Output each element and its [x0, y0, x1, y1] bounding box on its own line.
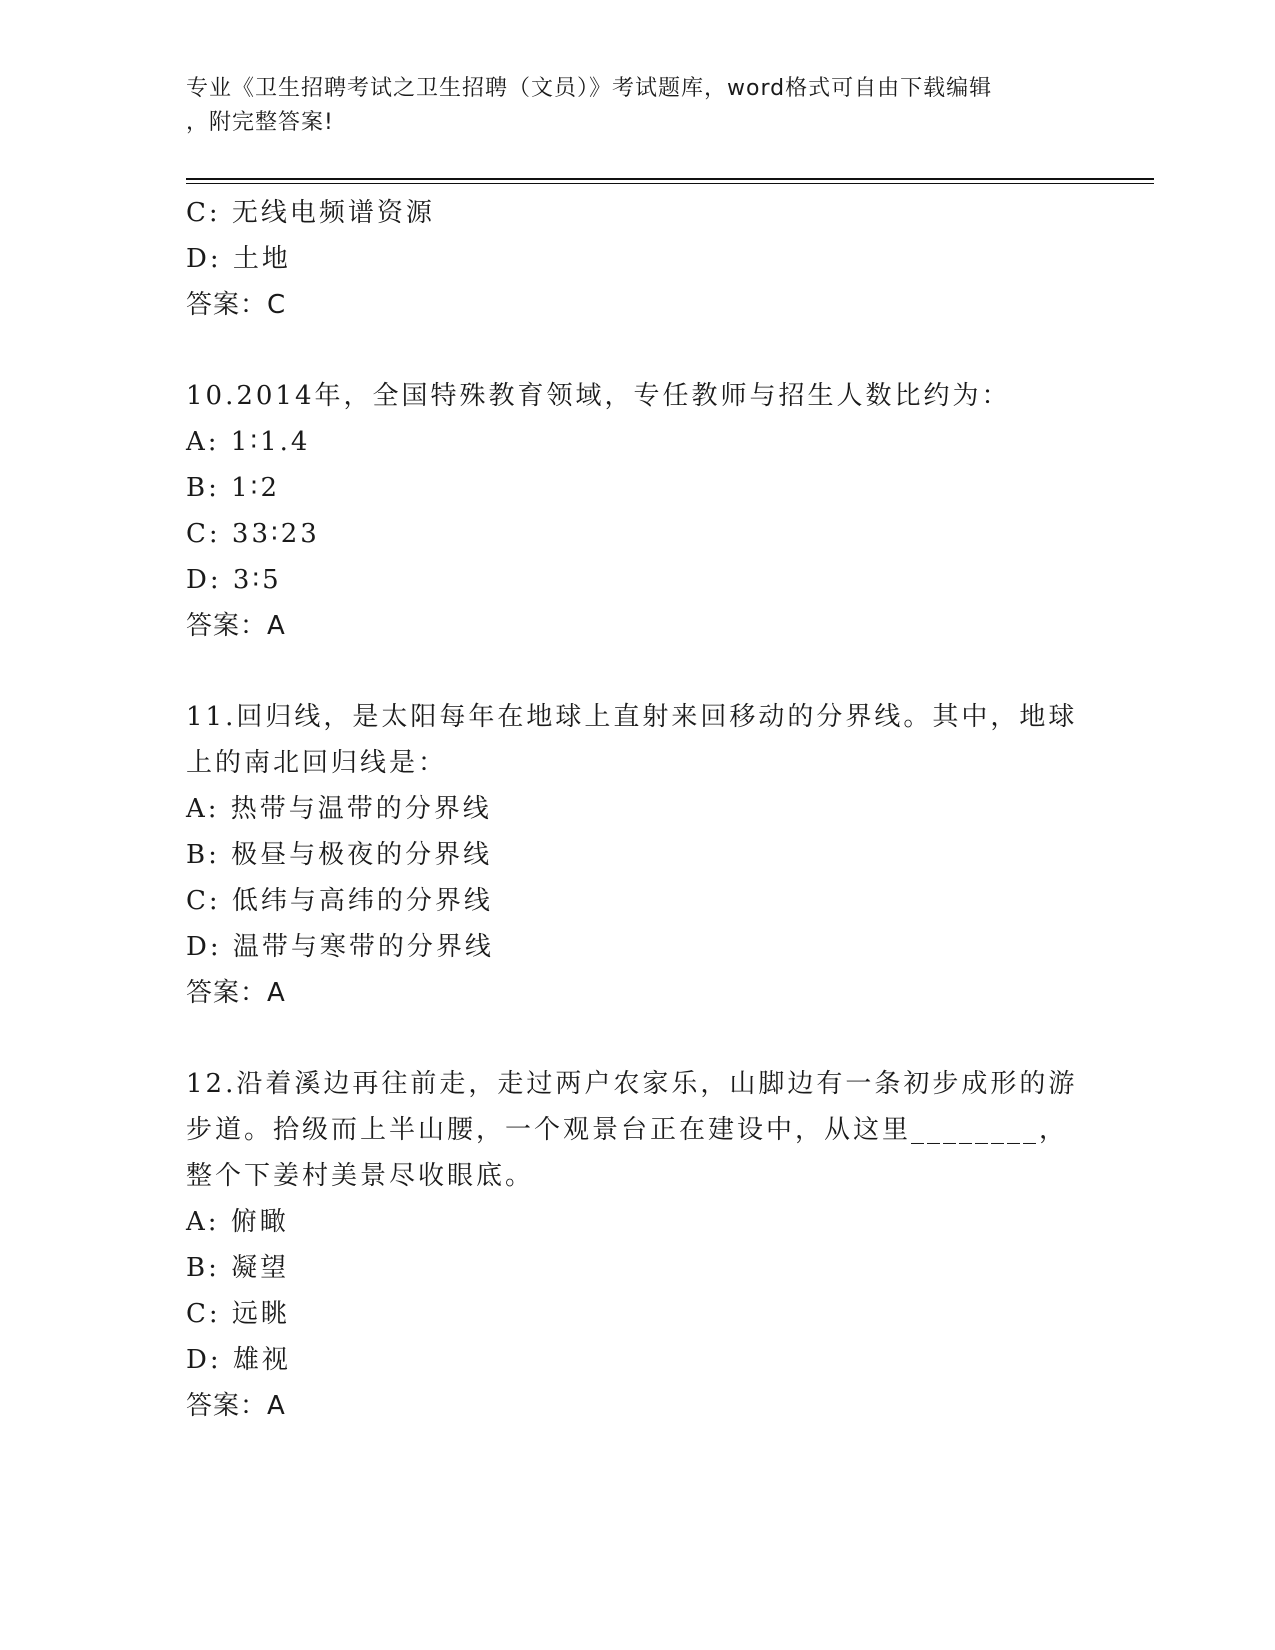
option-line: D: 土地 — [186, 244, 291, 274]
option-line: B: 极昼与极夜的分界线 — [186, 840, 493, 870]
header-divider-thick — [186, 178, 1154, 180]
option-line: C: 无线电频谱资源 — [186, 198, 435, 228]
answer-line: 答案：A — [186, 978, 286, 1008]
document-header — [186, 72, 1066, 140]
question-text: 整个下姜村美景尽收眼底。 — [186, 1161, 535, 1191]
header-line-2: ，附完整答案! — [186, 110, 334, 135]
question-11 — [186, 694, 1086, 1016]
question-text: 12.沿着溪边再往前走，走过两户农家乐，山脚边有一条初步成形的游 — [186, 1069, 1078, 1099]
question-text: 11.回归线，是太阳每年在地球上直射来回移动的分界线。其中，地球 — [186, 702, 1078, 732]
header-line-1: 专业《卫生招聘考试之卫生招聘（文员）》考试题库，word格式可自由下载编辑 — [186, 76, 993, 101]
option-line: C: 低纬与高纬的分界线 — [186, 886, 493, 916]
option-line: C: 33∶23 — [186, 519, 320, 549]
option-line: A: 1∶1.4 — [186, 427, 311, 457]
answer-line: 答案：A — [186, 611, 286, 641]
carryover-block — [186, 190, 1086, 328]
question-text: 上的南北回归线是： — [186, 748, 448, 778]
question-12 — [186, 1061, 1086, 1429]
question-text: 步道。拾级而上半山腰，一个观景台正在建设中，从这里________， — [186, 1115, 1069, 1145]
header-divider-thin — [186, 183, 1154, 184]
question-text: 10.2014年，全国特殊教育领域，专任教师与招生人数比约为： — [186, 381, 1011, 411]
exam-content — [186, 190, 1086, 1429]
option-line: D: 温带与寒带的分界线 — [186, 932, 494, 962]
option-line: A: 俯瞰 — [186, 1207, 289, 1237]
option-line: A: 热带与温带的分界线 — [186, 794, 492, 824]
option-line: D: 3∶5 — [186, 565, 282, 595]
option-line: D: 雄视 — [186, 1345, 291, 1375]
answer-line: 答案：A — [186, 1391, 286, 1421]
option-line: B: 凝望 — [186, 1253, 290, 1283]
answer-line: 答案：C — [186, 290, 287, 320]
option-line: C: 远眺 — [186, 1299, 290, 1329]
option-line: B: 1∶2 — [186, 473, 280, 503]
question-10 — [186, 373, 1086, 649]
